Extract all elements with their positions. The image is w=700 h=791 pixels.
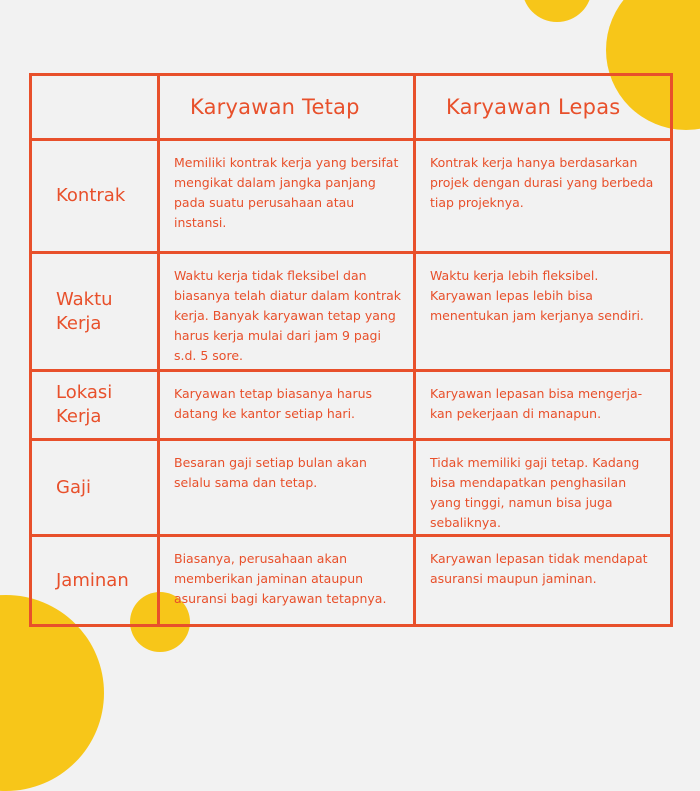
table-row [31,253,672,371]
cell-tetap: Biasanya, perusahaan akan memberikan jaminan ataupun asuransi bagi karyawan tetapnya. [159,536,415,626]
comparison-table [29,73,673,627]
table-row [31,371,672,440]
column-header-karyawan-tetap: Karyawan Tetap [159,75,415,140]
table-row [31,440,672,536]
row-label-kontrak: Kontrak [31,140,159,253]
corner-cell [31,75,159,140]
table-header-row [31,75,672,140]
cell-tetap: Memiliki kontrak kerja yang bersifat mengikat dalam jangka panjang pada suatu perusahaan atau instansi. [159,140,415,253]
row-label-lokasi-kerja: Lokasi Kerja [31,371,159,440]
table-row [31,536,672,626]
cell-tetap: Karyawan tetap biasanya harus datang ke kantor setiap hari. [159,371,415,440]
row-label-waktu-kerja: Waktu Kerja [31,253,159,371]
column-header-karyawan-lepas: Karyawan Lepas [415,75,672,140]
cell-tetap: Besaran gaji setiap bulan akan selalu sama dan tetap. [159,440,415,536]
decorative-circle [522,0,592,22]
cell-lepas: Kontrak kerja hanya berdasarkan projek dengan durasi yang berbeda tiap projeknya. [415,140,672,253]
row-label-gaji: Gaji [31,440,159,536]
cell-lepas: Karyawan lepasan tidak mendapat asuransi maupun jaminan. [415,536,672,626]
cell-lepas: Karyawan lepasan bisa mengerja-kan pekerjaan di manapun. [415,371,672,440]
cell-lepas: Tidak memiliki gaji tetap. Kadang bisa mendapatkan penghasilan yang tinggi, namun bisa juga sebaliknya. [415,440,672,536]
cell-tetap: Waktu kerja tidak fleksibel dan biasanya telah diatur dalam kontrak kerja. Banyak karyawan tetap yang harus kerja mulai dari jam 9 pagi s.d. 5 sore. [159,253,415,371]
row-label-jaminan: Jaminan [31,536,159,626]
cell-lepas: Waktu kerja lebih fleksibel. Karyawan lepas lebih bisa menentukan jam kerjanya sendiri. [415,253,672,371]
table-row [31,140,672,253]
